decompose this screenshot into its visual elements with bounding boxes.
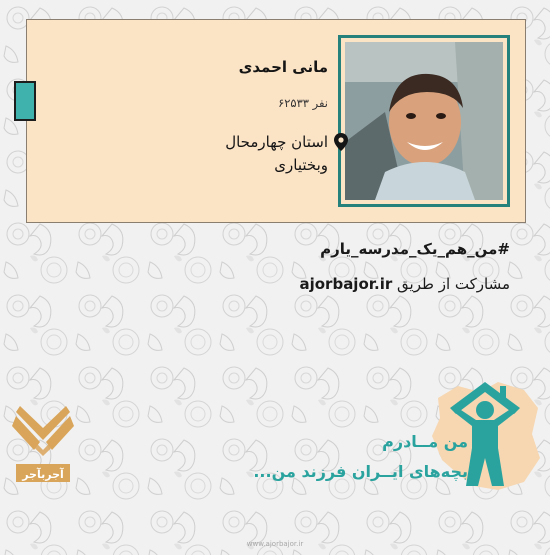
location-pin-icon [334,133,348,151]
ajorbajor-logo [12,398,74,488]
slogan-line-2: بچه‌های ایــران فرزند من... [253,462,468,481]
child-name: مانی احمدی [238,58,328,76]
participant-count: نفر ۶۲۵۳۳ [278,96,328,110]
via-prefix: مشارکت از طریق [397,275,510,293]
site-link[interactable]: ajorbajor.ir [299,275,393,293]
child-photo [345,42,503,200]
location-label [218,131,328,177]
svg-text:آجربآجر: آجربآجر [22,468,64,481]
location-text: استان چهارمحال وبختیاری [225,133,328,174]
card-tab-marker [14,81,36,121]
campaign-hashtag[interactable]: #من_هم_یک_مدرسه_یارم [320,240,510,258]
brand-url: www.ajorbajor.ir [246,540,304,548]
participation-source [299,275,510,293]
slogan-line-1: من مــادرم [382,432,468,451]
